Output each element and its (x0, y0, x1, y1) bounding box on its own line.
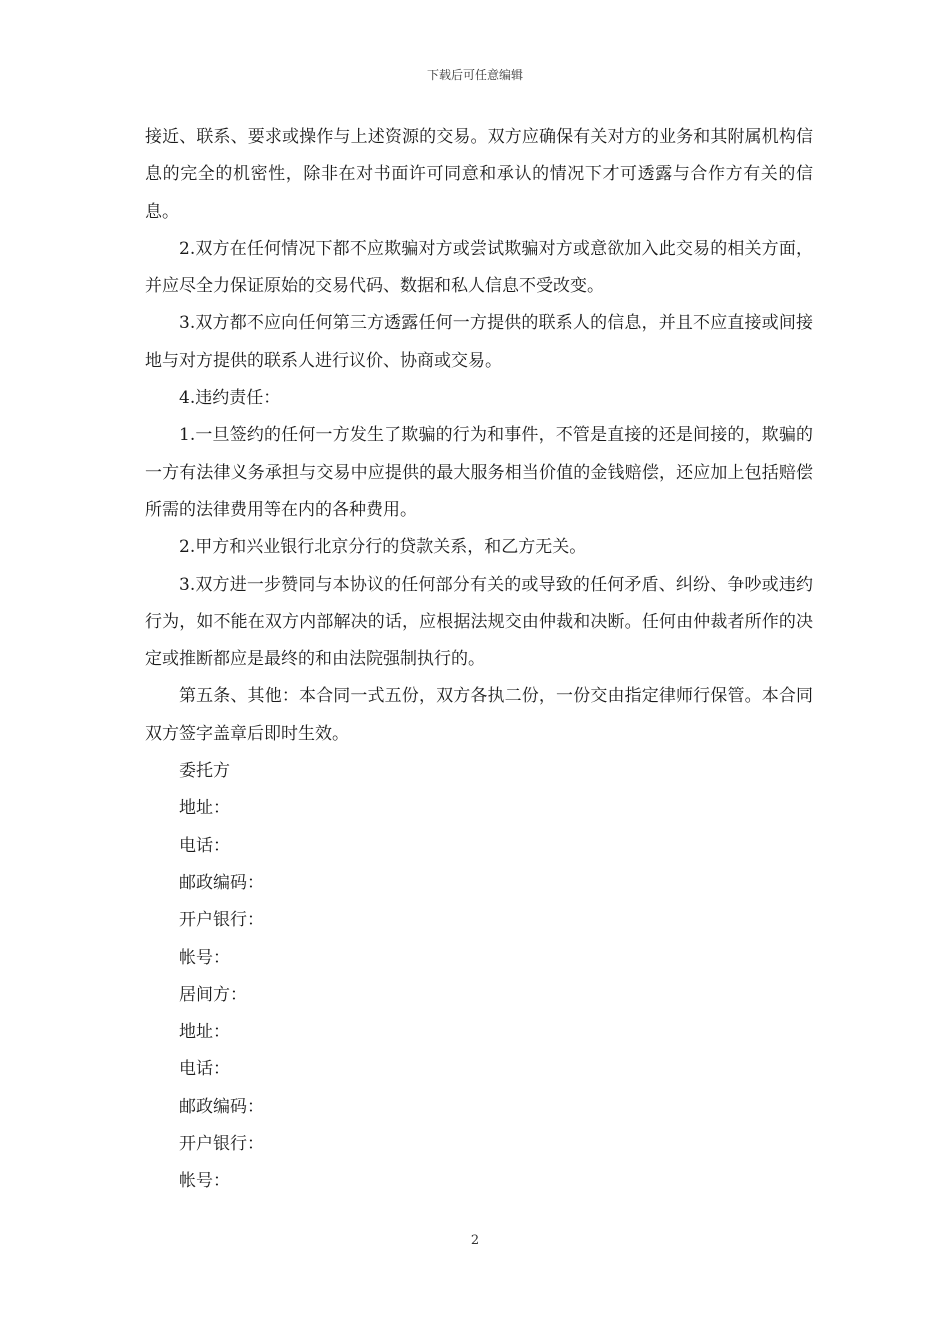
field-principal-bank: 开户银行： (179, 910, 264, 931)
paragraph-no-disclosure: 3.双方都不应向任何第三方透露任何一方提供的联系人的信息，并且不应直接或间接地与对方提供的联系人进行议价、协商或交易。 (145, 313, 813, 371)
document-body (145, 119, 813, 1201)
field-intermediary-postcode: 邮政编码： (179, 1096, 264, 1117)
page-header: 下载后可任意编辑 (426, 68, 523, 82)
field-intermediary-account: 帐号： (179, 1171, 230, 1192)
field-principal-account: 帐号： (179, 947, 230, 968)
paragraph-no-deception: 2.双方在任何情况下都不应欺骗对方或尝试欺骗对方或意欲加入此交易的相关方面，并应尽全力保证原始的交易代码、数据和私人信息不受改变。 (145, 238, 813, 297)
field-principal-phone: 电话： (179, 835, 230, 856)
section-heading-liability: 4.违约责任： (179, 388, 281, 409)
field-intermediary: 居间方： (179, 984, 247, 1005)
paragraph-arbitration: 3.双方进一步赞同与本协议的任何部分有关的或导致的任何矛盾、纠纷、争吵或违约行为，如不能在双方内部解决的话，应根据法规交由仲裁和决断。任何由仲裁者所作的决定或推断都应是最终的和由法院强制执行的。 (145, 574, 813, 670)
paragraph-loan-relationship: 2.甲方和兴业银行北京分行的贷款关系，和乙方无关。 (179, 537, 587, 558)
field-intermediary-address: 地址： (179, 1022, 230, 1043)
paragraph-article-five: 第五条、其他：本合同一式五份，双方各执二份，一份交由指定律师行保管。本合同双方签字盖章后即时生效。 (145, 686, 813, 744)
field-intermediary-bank: 开户银行： (179, 1134, 264, 1155)
page-number: 2 (470, 1233, 480, 1248)
field-principal-postcode: 邮政编码： (179, 872, 264, 893)
paragraph-liability-compensation: 1.一旦签约的任何一方发生了欺骗的行为和事件，不管是直接的还是间接的，欺骗的一方有法律义务承担与交易中应提供的最大服务相当价值的金钱赔偿，还应加上包括赔偿所需的法律费用等在内的各种费用。 (145, 425, 813, 520)
paragraph-confidentiality: 接近、联系、要求或操作与上述资源的交易。双方应确保有关对方的业务和其附属机构信息的完全的机密性，除非在对书面许可同意和承认的情况下才可透露与合作方有关的信息。 (145, 127, 813, 222)
field-principal: 委托方 (179, 761, 230, 782)
field-principal-address: 地址： (179, 798, 230, 819)
field-intermediary-phone: 电话： (179, 1059, 230, 1080)
